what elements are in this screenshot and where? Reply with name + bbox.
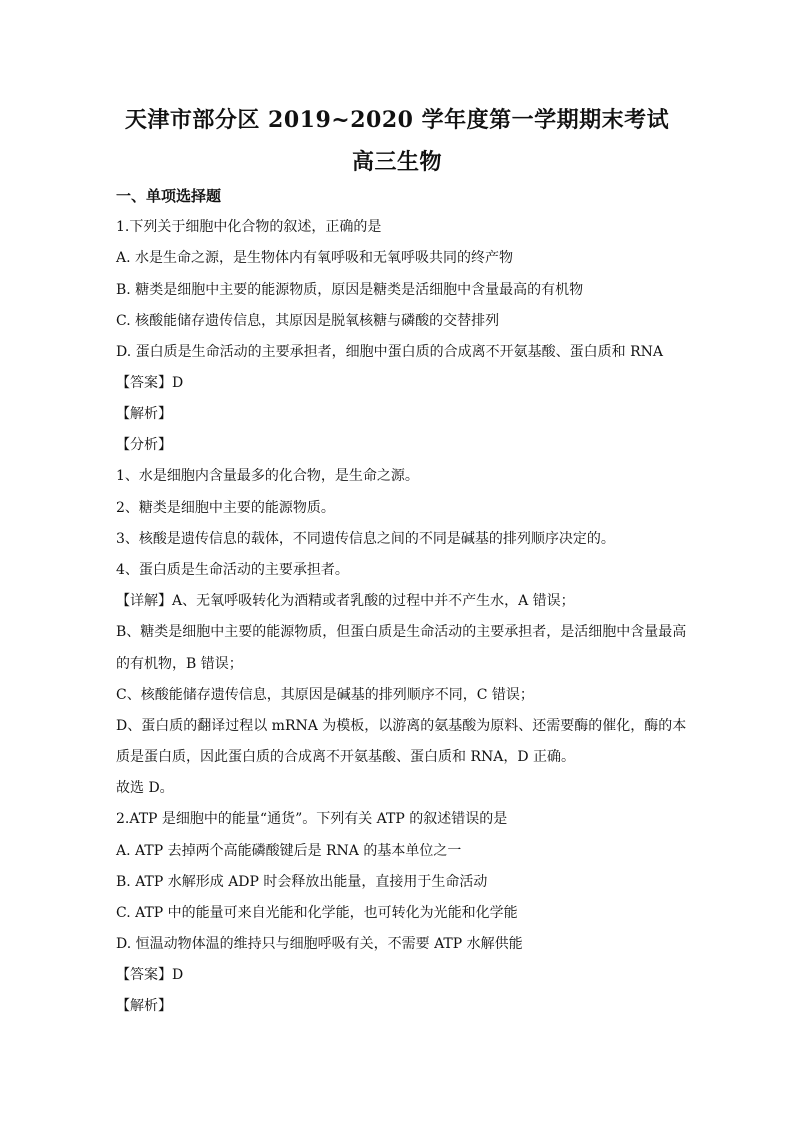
q2-option-b: B. ATP 水解形成 ADP 时会释放出能量，直接用于生命活动 [116,874,488,890]
q1-analysis-2: 2、糖类是细胞中主要的能源物质。 [116,500,335,516]
q2-jiexi-label: 【解析】 [116,998,172,1014]
q2-stem: 2.ATP 是细胞中的能量“通货”。下列有关 ATP 的叙述错误的是 [116,811,508,827]
section-heading: 一、单项选择题 [116,187,222,205]
q1-analysis-3: 3、核酸是遗传信息的载体，不同遗传信息之间的不同是碱基的排列顺序决定的。 [116,531,615,547]
q1-option-a: A. 水是生命之源，是生物体内有氧呼吸和无氧呼吸共同的终产物 [116,250,514,266]
q1-stem: 1.下列关于细胞中化合物的叙述，正确的是 [116,219,382,235]
q1-detail-c: C、核酸能储存遗传信息，其原因是碱基的排列顺序不同，C 错误； [116,687,534,703]
q1-jiexi-label: 【解析】 [116,406,172,422]
q1-option-d: D. 蛋白质是生命活动的主要承担者，细胞中蛋白质的合成离不开氨基酸、蛋白质和 RNA [116,344,663,360]
q2-answer: 【答案】D [116,967,184,983]
q1-fenxi-label: 【分析】 [116,437,172,453]
q1-detail-b-line1: B、糖类是细胞中主要的能源物质，但蛋白质是生命活动的主要承担者，是活细胞中含量最高 [116,624,687,640]
q1-analysis-1: 1、水是细胞内含量最多的化合物，是生命之源。 [116,468,419,484]
q2-option-d: D. 恒温动物体温的维持只与细胞呼吸有关，不需要 ATP 水解供能 [116,936,523,952]
q1-answer: 【答案】D [116,375,184,391]
q2-option-c: C. ATP 中的能量可来自光能和化学能，也可转化为光能和化学能 [116,905,518,921]
q1-detail-d-line1: D、蛋白质的翻译过程以 mRNA 为模板，以游离的氨基酸为原料、还需要酶的催化，酶的本 [116,718,687,734]
document-subtitle: 高三生物 [351,149,442,175]
q1-detail-d-line2: 质是蛋白质，因此蛋白质的合成离不开氨基酸、蛋白质和 RNA，D 正确。 [116,749,576,765]
q1-detail-a: 【详解】A、无氧呼吸转化为酒精或者乳酸的过程中并不产生水，A 错误； [116,593,575,609]
q1-option-b: B. 糖类是细胞中主要的能源物质，原因是糖类是活细胞中含量最高的有机物 [116,282,584,298]
q1-option-c: C. 核酸能储存遗传信息，其原因是脱氧核糖与磷酸的交替排列 [116,313,500,329]
q1-detail-b-line2: 的有机物，B 错误； [116,656,243,672]
q2-option-a: A. ATP 去掉两个高能磷酸键后是 RNA 的基本单位之一 [116,843,462,859]
q1-analysis-4: 4、蛋白质是生命活动的主要承担者。 [116,562,349,578]
document-title: 天津市部分区 2019~2020 学年度第一学期期末考试 [124,107,670,133]
q1-conclusion: 故选 D。 [116,780,174,796]
